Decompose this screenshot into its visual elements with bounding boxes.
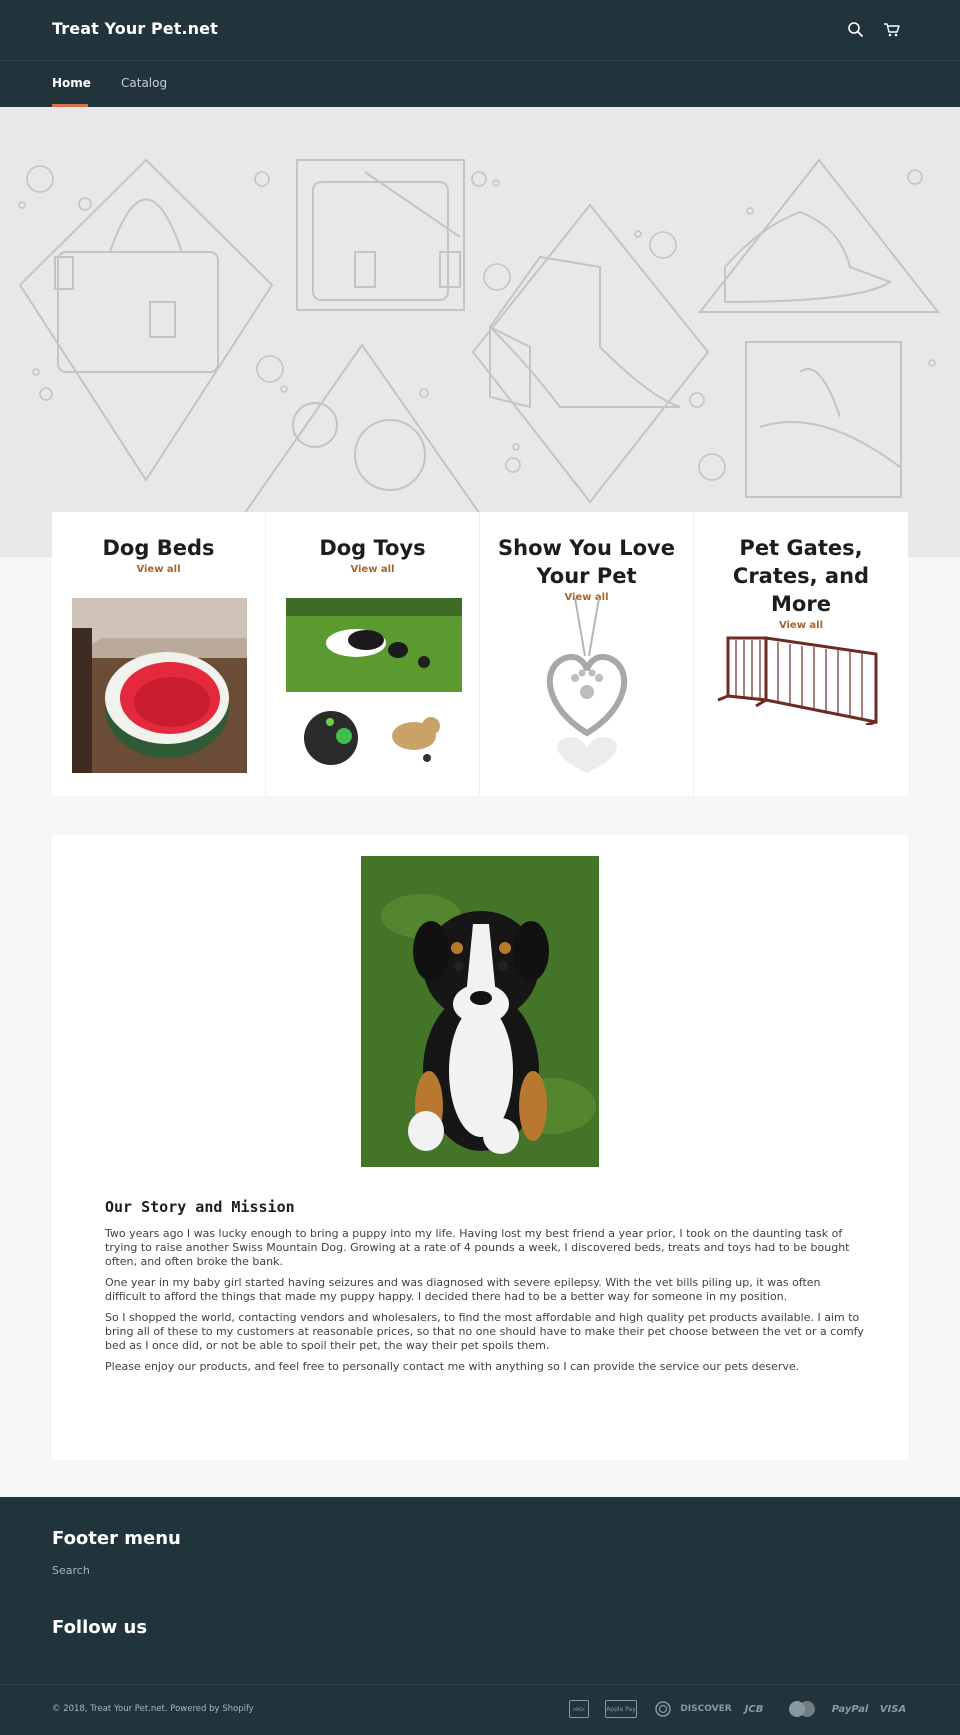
nav-item-home[interactable]: Home xyxy=(52,76,91,90)
collection-title[interactable]: Pet Gates, Crates, and More xyxy=(732,536,870,616)
story-title: Our Story and Mission xyxy=(105,1198,295,1216)
footer-divider xyxy=(0,1684,960,1685)
puppy-image xyxy=(361,856,599,1167)
site-header xyxy=(0,0,960,107)
footer-menu-title: Footer menu xyxy=(52,1528,181,1549)
paypal-label: PayPal xyxy=(831,1703,869,1715)
dog-bed-image[interactable] xyxy=(72,598,247,773)
diners-club-icon xyxy=(654,1700,672,1718)
search-icon[interactable] xyxy=(846,20,866,40)
follow-us-title: Follow us xyxy=(52,1617,148,1638)
site-footer xyxy=(0,1497,960,1735)
story-body xyxy=(105,1227,865,1381)
footer-link-search[interactable]: Search xyxy=(52,1564,90,1577)
collection-show-you-love-your-pet[interactable] xyxy=(480,512,694,796)
jcb-label: JCB xyxy=(744,1703,764,1715)
site-title-link[interactable]: Treat Your Pet.net xyxy=(52,19,218,38)
view-all-link[interactable]: View all xyxy=(564,592,609,603)
hero-placeholder-illustration xyxy=(0,107,960,557)
hero-banner xyxy=(0,107,960,557)
amex-icon xyxy=(569,1700,589,1718)
amex-label: AMEX xyxy=(573,1706,585,1712)
story-paragraph: One year in my baby girl started having seizures and was diagnosed with severe epilepsy. With the vet bills piling up, it was often difficult to afford the things that made my puppy happy. I decided there had to be a better way for someone in my position. xyxy=(105,1276,821,1303)
cart-icon[interactable] xyxy=(882,20,902,40)
apple-pay-label: Apple Pay xyxy=(606,1705,636,1713)
story-paragraph: Two years ago I was lucky enough to bring a puppy into my life. Having lost my best friend a year prior, I took on the daunting task of trying to raise another Swiss Mountain Dog. Growing at a rate of 4 pounds a week, I discovered beds, treats and toys had to be bought often, and often broke the bank. xyxy=(105,1227,850,1268)
visa-icon xyxy=(878,1700,908,1718)
collection-title[interactable]: Show You Love Your Pet xyxy=(498,536,675,588)
view-all-link[interactable]: View all xyxy=(136,564,181,575)
story-paragraph: Please enjoy our products, and feel free to personally contact me with anything so I can provide the service our pets deserve. xyxy=(105,1360,800,1373)
collection-title[interactable]: Dog Toys xyxy=(319,536,426,560)
main-nav xyxy=(0,62,960,107)
nav-item-catalog[interactable]: Catalog xyxy=(121,76,168,90)
story-section xyxy=(52,835,908,1460)
copyright-text: © 2018, Treat Your Pet.net. Powered by Shopify xyxy=(52,1704,254,1714)
discover-label: DISCOVER xyxy=(680,1704,732,1714)
jcb-icon xyxy=(738,1700,770,1718)
discover-icon xyxy=(680,1700,732,1718)
featured-collections xyxy=(52,512,908,796)
view-all-link[interactable]: View all xyxy=(778,620,824,631)
collection-pet-gates[interactable] xyxy=(694,512,908,796)
view-all-link[interactable]: View all xyxy=(350,564,395,575)
pet-gate-image[interactable] xyxy=(716,630,886,725)
paypal-icon xyxy=(830,1700,870,1718)
collection-title[interactable]: Dog Beds xyxy=(102,536,215,560)
mastercard-icon xyxy=(786,1700,818,1718)
collection-dog-beds[interactable] xyxy=(52,512,266,796)
story-paragraph: So I shopped the world, contacting vendors and wholesalers, to find the most affordable and high quality pet products available. I aim to bring all of these to my customers at reasonable prices, so that no one should have to make their pet choose between the vet or a comfy bed as I once did, or not be able to spoil their pet, the way their pet spoils them. xyxy=(105,1311,864,1352)
heart-pendant-image[interactable] xyxy=(535,598,639,778)
dog-toys-image[interactable] xyxy=(286,598,462,778)
apple-pay-icon xyxy=(605,1700,637,1718)
visa-label: VISA xyxy=(879,1703,907,1715)
collection-dog-toys[interactable] xyxy=(266,512,480,796)
header-top-bar xyxy=(0,0,960,61)
